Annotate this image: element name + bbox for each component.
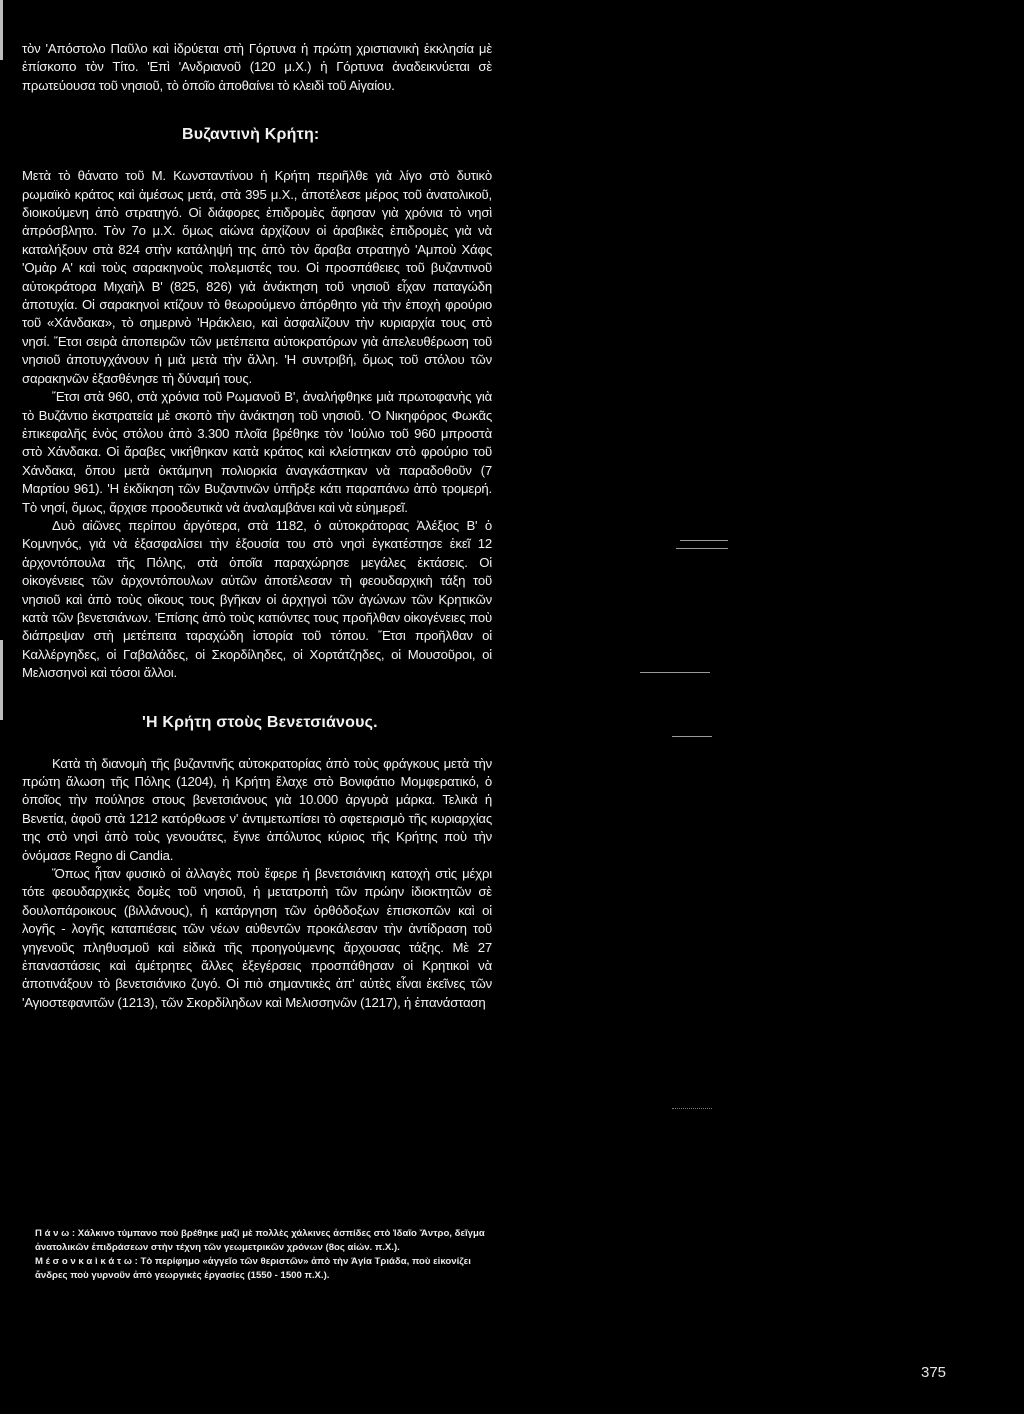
- plate-mark: [672, 1108, 712, 1110]
- plate-mark: [672, 736, 712, 737]
- byzantine-paragraph-1: Μετὰ τὸ θάνατο τοῦ Μ. Κωνσταντίνου ἡ Κρήτη περιῆλθε γιὰ λίγο στὸ δυτικὸ ρωμαϊκὸ κράτος καὶ ἀμέσως μετά, στὰ 395 μ.Χ., ἀποτέλεσε μέρος τοῦ ἀνατολικοῦ, διοικούμενη ἀπὸ στρατηγό. Οἱ διάφορες ἐπιδρομὲς ἄφησαν γιὰ χρόνια τὸ νησὶ ἀπρόσβλητο. Τὸν 7ο μ.Χ. ὅμως αἰώνα ἀρχίζουν οἱ ἀραβικὲς ἐπιδρομὲς γιὰ νὰ καταλήξουν στὰ 824 στὴν κατάληψή της ἀπὸ τὸν ἄραβα στρατηγὸ 'Αμποὺ Χάφς 'Ομὰρ Α' καὶ τοὺς σαρακηνοὺς πολεμιστές του. Οἱ προσπάθειες τοῦ βυζαντινοῦ αὐτοκράτορα Μιχαὴλ Β' (825, 826) γιὰ ἀνάκτηση τοῦ νησιοῦ εἶχαν παταγώδη ἀποτυχία. Οἱ σαρακηνοὶ κτίζουν τὸ θεωρούμενο ἀπόρθητο γιὰ τὴν ἐποχὴ φρούριο τοῦ «Χάνδακα», τὸ σημερινὸ 'Ηράκλειο, καὶ ἀσφαλίζουν τὴν κυριαρχία τους στὸ νησί. Ἔτσι σειρὰ ἀποπειρῶν τῶν μετέπειτα αὐτοκρατόρων γιὰ ἀπελευθέρωση τοῦ νησιοῦ ἀποτυγχάνουν ἡ μιὰ μετὰ τὴν ἄλλη. 'Η συντριβή, ὅμως τοῦ στόλου τῶν σαρακηνῶν ἐξασθένησε τὴ δύναμή τους.: [22, 168, 492, 386]
- heading-byzantine-crete: Βυζαντινὴ Κρήτη:: [182, 126, 320, 144]
- caption-above: Π ά ν ω : Χάλκινο τύμπανο ποὺ βρέθηκε μαζὶ μὲ πολλὲς χάλκινες ἀσπίδες στὸ Ἰδαῖο Ἄντρο, δεῖγμα ἀνατολικῶν ἐπιδράσεων στὴν τέχνη τῶν γεωμετρικῶν χρόνων (8ος αἰών. π.Χ.).: [35, 1228, 485, 1253]
- page-edge-mark: [0, 640, 3, 720]
- heading-venetian-crete: 'Η Κρήτη στοὺς Βενετσιάνους.: [142, 713, 378, 731]
- intro-paragraph: τὸν 'Απόστολο Παῦλο καὶ ἱδρύεται στὴ Γόρτυνα ἡ πρώτη χριστιανικὴ ἐκκλησία μὲ ἐπίσκοπο τὸν Τίτο. 'Επὶ 'Ανδριανοῦ (120 μ.Χ.) ἡ Γόρτυνα ἀναδεικνύεται σὲ πρωτεύουσα τοῦ νησιοῦ, τὸ ὁποῖο ἀποθαίνει τὸ κλειδὶ τοῦ Αἰγαίου.: [22, 41, 492, 93]
- page-number: 375: [921, 1364, 947, 1381]
- venetian-paragraph-2: Ὅπως ἦταν φυσικὸ οἱ ἀλλαγὲς ποὺ ἔφερε ἡ βενετσιάνικη κατοχὴ στὶς μέχρι τότε φεουδαρχικὲς δομὲς τοῦ νησιοῦ, ἡ μετατροπὴ τῶν πρώην ἰδιοκτητῶν σὲ δουλοπάροικους (βιλλάνους), ἡ κατάργηση τῶν ὀρθόδοξων ἐπισκοπῶν καὶ οἱ λογῆς - λογῆς καταπιέσεις τῶν νέων αὐθεντῶν προκάλεσαν τὴν ἀντίδραση τοῦ γηγενοῦς πληθυσμοῦ καὶ εἰδικὰ τῆς προηγούμενης ἄρχουσας τάξης. Μὲ 27 ἐπαναστάσεις καὶ ἀμέτρητες ἄλλες ἐξεγέρσεις προσπάθησαν οἱ Κρητικοὶ νὰ ἀποτινάξουν τὸ βενετσιάνικο ζυγό. Οἱ πιὸ σημαντικὲς ἀπ' αὐτὲς εἶναι ἐκεῖνες τῶν 'Αγιοστεφανιτῶν (1213), τῶν Σκορδίληδων καὶ Μελισσηνῶν (1217), ἡ ἐπανάσταση: [22, 866, 492, 1010]
- plate-mark: [676, 548, 728, 549]
- caption-middle-below: Μ έ σ ο ν κ α ὶ κ ά τ ω : Τὸ περίφημο «ἀγγεῖο τῶν θεριστῶν» ἀπὸ τὴν Ἁγία Τριάδα, ποὺ εἰκονίζει ἄνδρες ποὺ γυρνοῦν ἀπὸ γεωργικὲς ἐργασίες (1550 - 1500 π.Χ.).: [35, 1256, 471, 1281]
- plate-mark: [680, 540, 728, 541]
- venetian-paragraph-1: Κατὰ τὴ διανομὴ τῆς βυζαντινῆς αὐτοκρατορίας ἀπὸ τοὺς φράγκους μετὰ τὴν πρώτη ἅλωση τῆς Πόλης (1204), ἡ Κρήτη ἔλαχε στὸ Βονιφάτιο Μομφερατικό, ὁ ὁποῖος τὴν πούλησε στους βενετσιάνους γιὰ 10.000 ἀργυρὰ μάρκα. Τελικὰ ἡ Βενετία, ἀφοῦ στὰ 1212 κατόρθωσε ν' ἀντιμετωπίσει τὸ σφετερισμὸ τῆς κυριαρχίας της στὸ νησὶ ἀπὸ τοὺς γενουάτες, ἔγινε ἀπόλυτος κύριος τῆς Κρήτης ποὺ τὴν ὀνόμασε Regno di Candia.: [22, 755, 492, 863]
- page-edge-mark: [0, 0, 3, 60]
- plate-mark: [640, 672, 710, 673]
- article-column: [22, 40, 492, 1012]
- byzantine-paragraph-2: Ἔτσι στὰ 960, στὰ χρόνια τοῦ Ρωμανοῦ Β', ἀναλήφθηκε μιὰ πρωτοφανὴς γιὰ τὸ Βυζάντιο ἐκστρατεία μὲ σκοπὸ τὴν ἀνάκτηση τοῦ νησιοῦ. 'Ο Νικηφόρος Φωκᾶς ἐπικεφαλῆς ἑνὸς στόλου ἀπὸ 3.300 πλοῖα βρέθηκε τὸν 'Ιούλιο τοῦ 960 μπροστὰ στὸ Χάνδακα. Οἱ ἄραβες νικήθηκαν κατὰ κράτος καὶ κλείστηκαν στὸ φρούριο τοῦ Χάνδακα, ὅπου μετὰ ὀκτάμηνη πολιορκία ἀναγκάστηκαν νὰ παραδοθοῦν (7 Μαρτίου 961). 'Η ἐκδίκηση τῶν Βυζαντινῶν ὑπῆρξε κάτι παραπάνω ἀπὸ τρομερή. Τὸ νησί, ὅμως, ἄρχισε προοδευτικὰ νὰ ἀναλαμβάνει καὶ νὰ εὐημερεῖ.: [22, 389, 492, 515]
- byzantine-paragraph-3: Δυὸ αἰῶνες περίπου ἀργότερα, στὰ 1182, ὁ αὐτοκράτορας Ἀλέξιος Β' ὁ Κομνηνός, γιὰ νὰ ἐξασφαλίσει τὴν ἐξουσία του στὸ νησὶ ἐγκατέστησε ἐκεῖ 12 ἀρχοντόπουλα τῆς Πόλης, στὰ ὁποῖα παραχώρησε μεγάλες ἐκτάσεις. Οἱ οἰκογένειες τῶν ἀρχοντόπουλων αὐτῶν ἀποτέλεσαν τὴ φεουδαρχικὴ τάξη τοῦ νησιοῦ καὶ ἀπὸ τοὺς οἴκους τους βγῆκαν οἱ ἀρχηγοὶ τῶν ἀγώνων τῶν Κρητικῶν κατὰ τῶν βενετσιάνων. 'Επίσης ἀπὸ τοὺς κατιόντες τους προῆλθαν οἰκογένειες ποὺ διάπρεψαν στὴ μετέπειτα ταραχώδη ἱστορία τοῦ τόπου. Ἔτσι προῆλθαν οἱ Καλλέργηδες, οἱ Γαβαλάδες, οἱ Σκορδίληδες, οἱ Χορτάτζηδες, οἱ Μουσοῦροι, οἱ Μελισσηνοὶ καὶ τόσοι ἄλλοι.: [22, 517, 492, 681]
- figure-caption: [35, 1227, 493, 1283]
